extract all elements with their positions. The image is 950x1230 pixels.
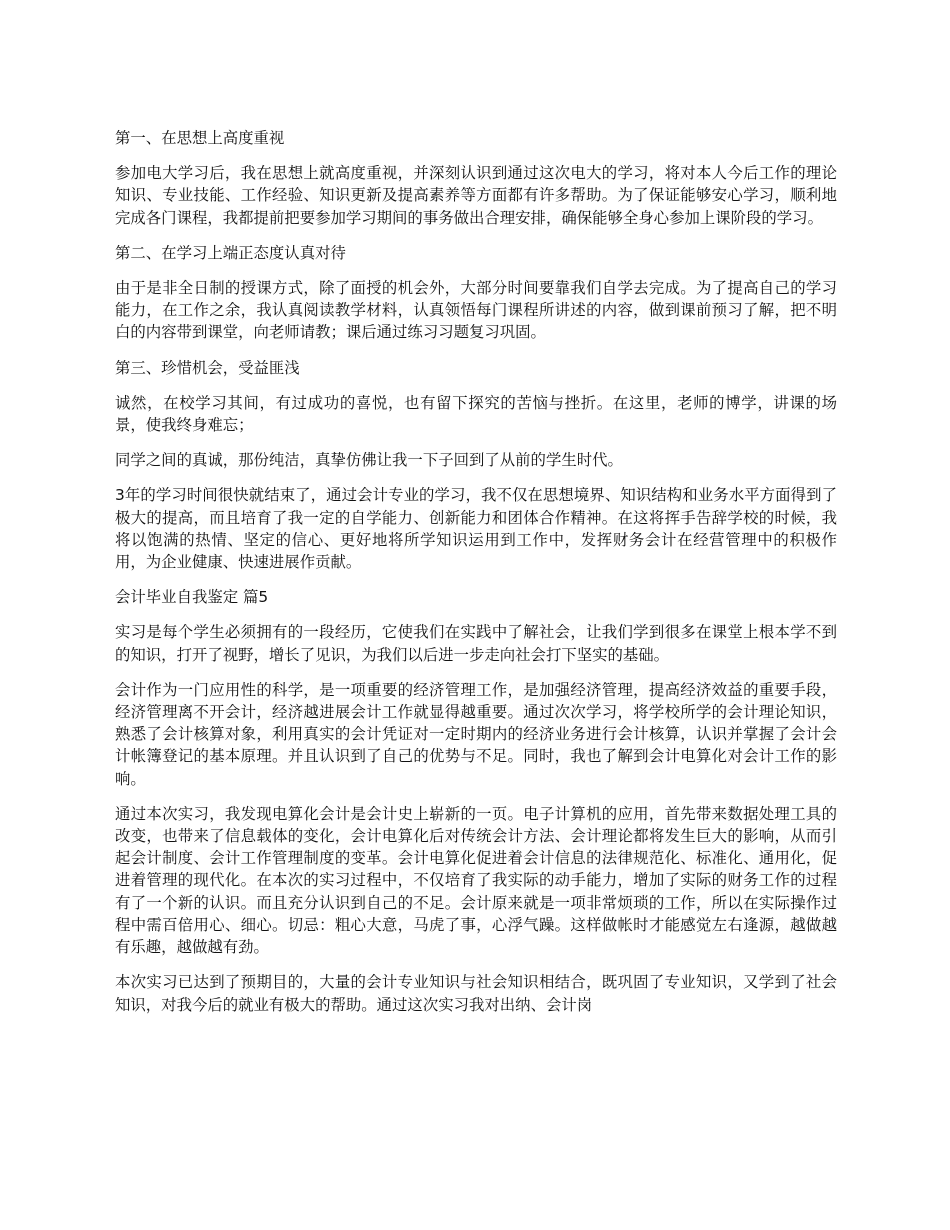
paragraph-2: 由于是非全日制的授课方式，除了面授的机会外，大部分时间要靠我们自学去完成。为了提高自己的学习能力，在工作之余，我认真阅读教学材料，认真领悟每门课程所讲述的内容，做到课前预习了解，把不明白的内容带到课堂，向老师请教；课后通过练习习题复习巩固。 (115, 279, 837, 342)
article-title-part-5: 会计毕业自我鉴定 篇5 (115, 588, 269, 607)
paragraph-7: 会计作为一门应用性的科学，是一项重要的经济管理工作，是加强经济管理，提高经济效益的重要手段，经济管理离不开会计，经济越进展会计工作就显得越重要。通过次次学习，将学校所学的会计理论知识，熟悉了会计核算对象，利用真实的会计凭证对一定时期内的经济业务进行会计核算，认识并掌握了会计会计帐簿登记的基本原理。并且认识到了自己的优势与不足。同时，我也了解到会计电算化对会计工作的影响。 (115, 680, 837, 788)
paragraph-3: 诚然，在校学习其间，有过成功的喜悦，也有留下探究的苦恼与挫折。在这里，老师的博学，讲课的场景，使我终身难忘； (115, 393, 837, 435)
paragraph-4: 同学之间的真诚，那份纯洁，真挚仿佛让我一下子回到了从前的学生时代。 (115, 451, 623, 470)
paragraph-1: 参加电大学习后，我在思想上就高度重视，并深刻认识到通过这次电大的学习，将对本人今后工作的理论知识、专业技能、工作经验、知识更新及提高素养等方面都有许多帮助。为了保证能够安心学习，顺利地完成各门课程，我都提前把要参加学习期间的事务做出合理安排，确保能够全身心参加上课阶段的学习。 (115, 164, 837, 227)
paragraph-8: 通过本次实习，我发现电算化会计是会计史上崭新的一页。电子计算机的应用，首先带来数据处理工具的改变，也带来了信息载体的变化，会计电算化后对传统会计方法、会计理论都将发生巨大的影响，从而引起会计制度、会计工作管理制度的变革。会计电算化促进着会计信息的法律规范化、标准化、通用化，促进着管理的现代化。在本次的实习过程中，不仅培育了我实际的动手能力，增加了实际的财务工作的过程有了一个新的认识。而且充分认识到自己的不足。会计原来就是一项非常烦琐的工作，所以在实际操作过程中需百倍用心、细心。切忌：粗心大意，马虎了事，心浮气躁。这样做帐时才能感觉左右逢源，越做越有乐趣，越做越有劲。 (115, 804, 837, 957)
paragraph-5: 3年的学习时间很快就结束了，通过会计专业的学习，我不仅在思想境界、知识结构和业务水平方面得到了极大的提高，而且培育了我一定的自学能力、创新能力和团体合作精神。在这将挥手告辞学校的时候，我将以饱满的热情、坚定的信心、更好地将所学知识运用到工作中，发挥财务会计在经营管理中的积极作用，为企业健康、快速进展作贡献。 (115, 486, 837, 572)
section-heading-1: 第一、在思想上高度重视 (115, 129, 285, 147)
document-page (115, 127, 837, 1016)
paragraph-9: 本次实习已达到了预期目的，大量的会计专业知识与社会知识相结合，既巩固了专业知识，又学到了社会知识，对我今后的就业有极大的帮助。通过这次实习我对出纳、会计岗 (115, 973, 837, 1014)
section-heading-2: 第二、在学习上端正态度认真对待 (115, 243, 346, 262)
section-heading-3: 第三、珍惜机会，受益匪浅 (115, 358, 300, 377)
paragraph-6: 实习是每个学生必须拥有的一段经历，它使我们在实践中了解社会，让我们学到很多在课堂上根本学不到的知识，打开了视野，增长了见识，为我们以后进一步走向社会打下坚实的基础。 (115, 623, 837, 664)
